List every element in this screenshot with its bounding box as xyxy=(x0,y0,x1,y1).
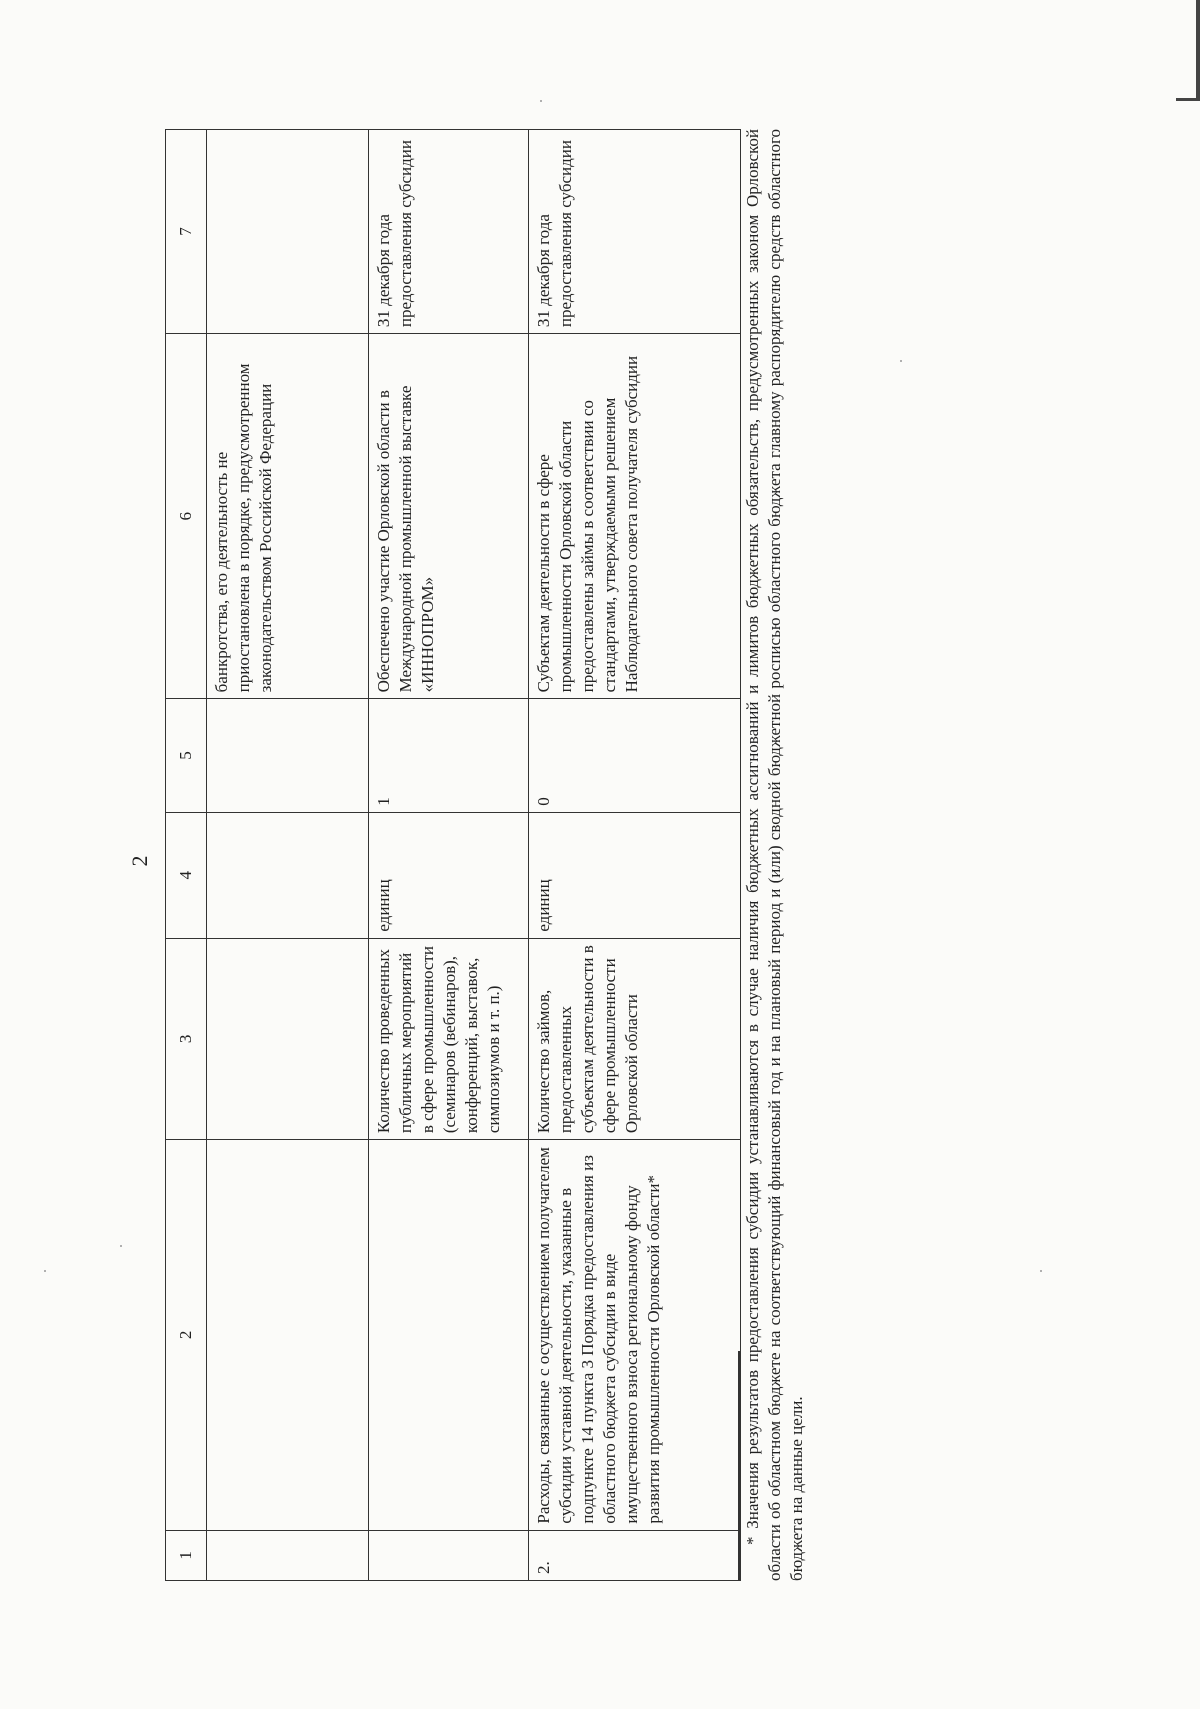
table-row xyxy=(529,130,741,1581)
row-number xyxy=(369,1530,529,1580)
header-col-5: 5 xyxy=(166,699,207,812)
value-cell xyxy=(207,699,369,812)
rotated-table-container xyxy=(165,129,730,1581)
footnote-rule xyxy=(738,1351,740,1581)
header-col-2: 2 xyxy=(166,1140,207,1530)
value-cell: 0 xyxy=(529,699,741,812)
scan-speck xyxy=(44,1270,46,1272)
unit-cell xyxy=(207,812,369,938)
row-number: 2. xyxy=(529,1530,741,1580)
expense-cell: Расходы, связанные с осуществлением получателем субсидии уставной деятельности, указанные в подпункте 14 пункта 3 Порядка предоставления из областного бюджета субсидии в виде имущественного взноса региональному фонду развития промышленности Орловской области* xyxy=(529,1140,741,1530)
scan-edge-mark xyxy=(1176,98,1200,101)
header-col-3: 3 xyxy=(166,938,207,1140)
deadline-cell: 31 декабря года предоставления субсидии xyxy=(369,130,529,334)
value-cell: 1 xyxy=(369,699,529,812)
deadline-cell: 31 декабря года предоставления субсидии xyxy=(529,130,741,334)
header-col-4: 4 xyxy=(166,812,207,938)
scan-speck xyxy=(1040,1270,1042,1272)
result-cell: Субъектам деятельности в сфере промышленности Орловской области предоставлены займы в соответствии со стандартами, утверждаемыми решением Наблюдательного совета получателя субсидии xyxy=(529,334,741,699)
deadline-cell xyxy=(207,130,369,334)
scan-speck xyxy=(540,100,542,102)
table-row xyxy=(369,130,529,1581)
scan-speck xyxy=(900,360,902,362)
page-number: 2 xyxy=(127,855,152,867)
indicator-cell xyxy=(207,938,369,1140)
results-table xyxy=(165,129,741,1581)
scan-edge-mark xyxy=(1196,0,1200,100)
unit-cell: единиц xyxy=(369,812,529,938)
result-cell: банкротства, его деятельность не приостановлена в порядке, предусмотренном законодательством Российской Федерации xyxy=(207,334,369,699)
expense-cell xyxy=(207,1140,369,1530)
indicator-cell: Количество займов, предоставленных субъектам деятельности в сфере промышленности Орловской области xyxy=(529,938,741,1140)
scan-speck xyxy=(120,1245,122,1247)
result-cell: Обеспечено участие Орловской области в Международной промышленной выставке «ИННОПРОМ» xyxy=(369,334,529,699)
footnote xyxy=(738,129,818,1581)
footnote-text: * Значения результатов предоставления субсидии устанавливаются в случае наличия бюджетных ассигнований и лимитов бюджетных обязательств, предусмотренных законом Орловской области об областном бюджете на соответствующий финансовый год и на плановый период и (или) сводной бюджетной росписью областного бюджета главному распорядителю средств областного бюджета на данные цели. xyxy=(742,129,806,1581)
row-number xyxy=(207,1530,369,1580)
header-col-1: 1 xyxy=(166,1530,207,1580)
header-col-6: 6 xyxy=(166,334,207,699)
indicator-cell: Количество проведенных публичных мероприятий в сфере промышленности (семинаров (вебинаров), конференций, выставок, симпозиумов и т. п.) xyxy=(369,938,529,1140)
table-row xyxy=(207,130,369,1581)
expense-cell xyxy=(369,1140,529,1530)
table-header-row xyxy=(166,130,207,1581)
unit-cell: единиц xyxy=(529,812,741,938)
header-col-7: 7 xyxy=(166,130,207,334)
